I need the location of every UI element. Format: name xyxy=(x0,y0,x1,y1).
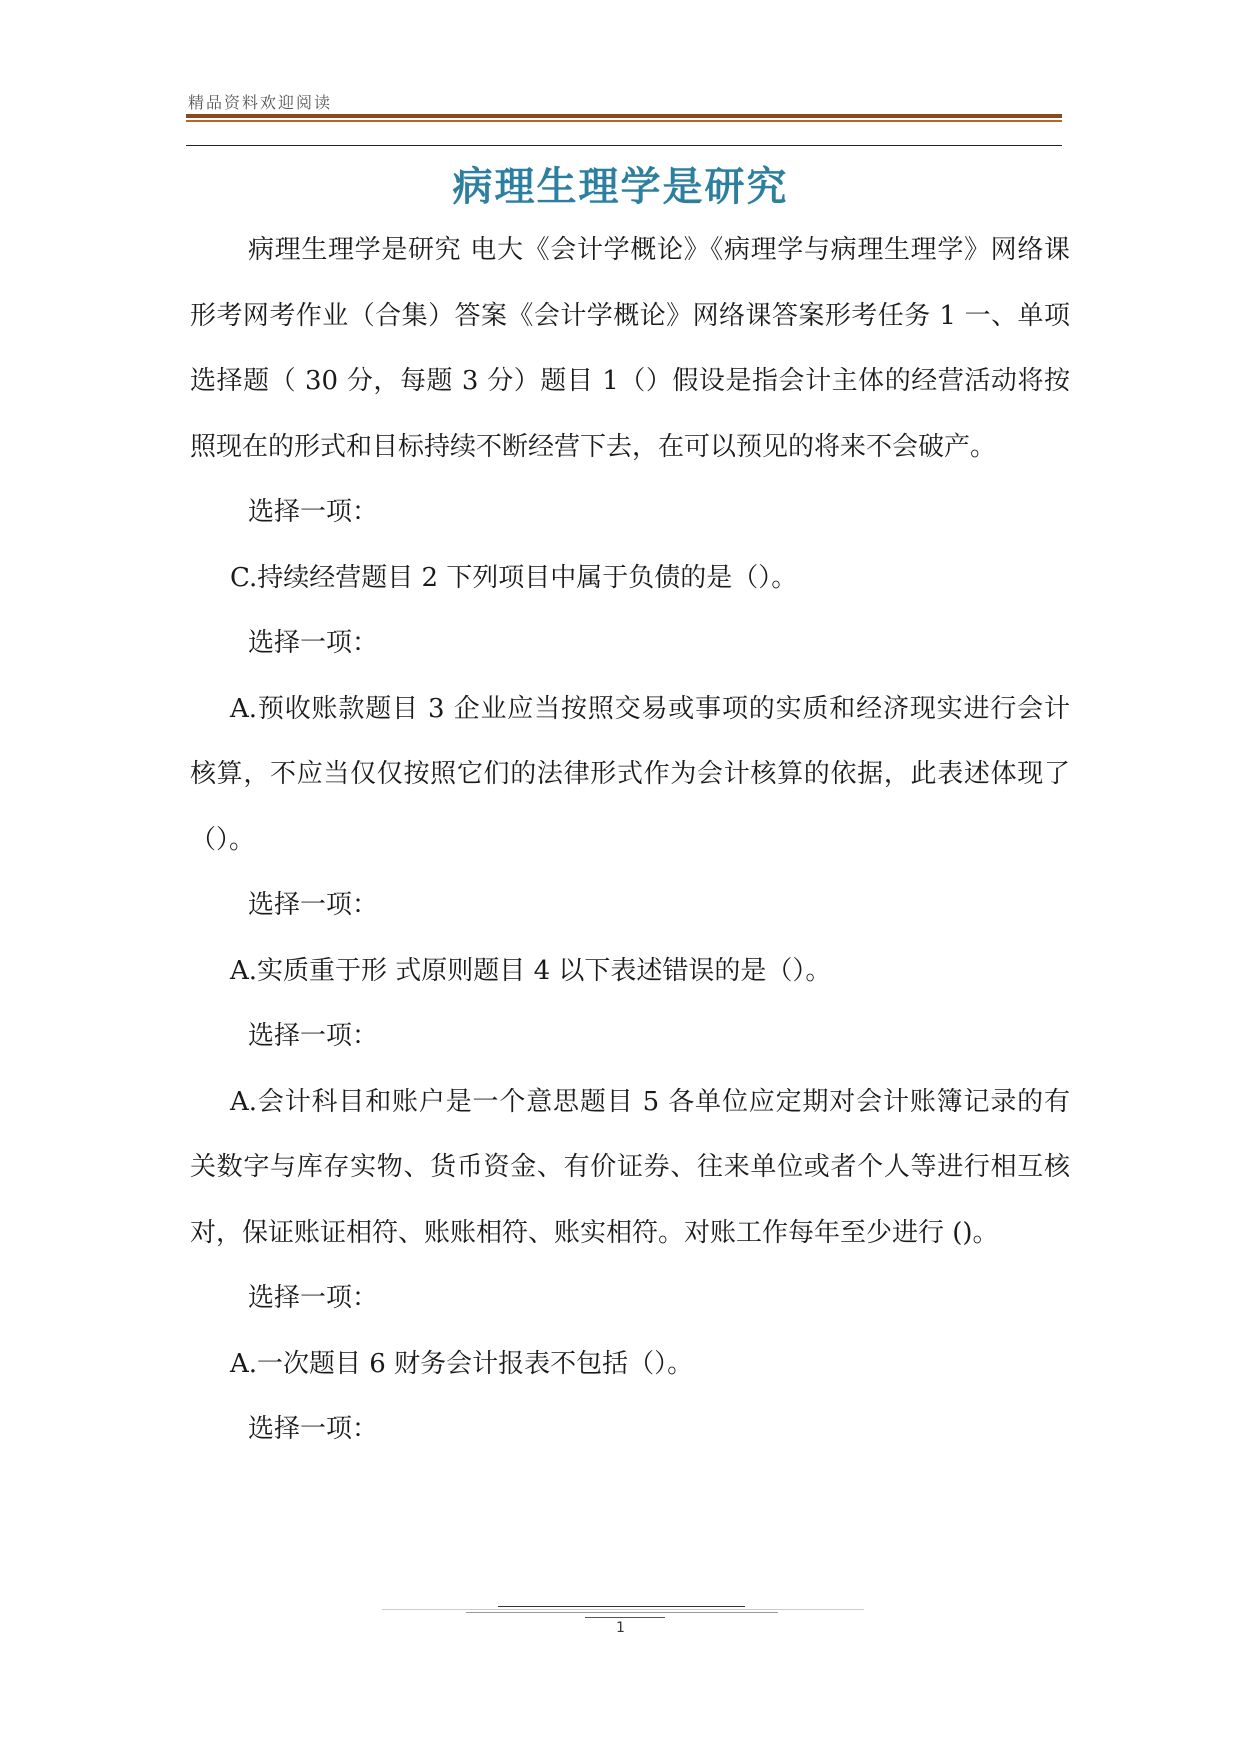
footer-rule xyxy=(585,1617,665,1618)
answer-paragraph: C.持续经营题目 2 下列项目中属于负债的是（）。 xyxy=(230,562,798,593)
header-rule-thick xyxy=(186,114,1062,118)
answer-paragraph: A.一次题目 6 财务会计报表不包括（）。 xyxy=(230,1348,694,1379)
footer-rule xyxy=(498,1606,745,1607)
page-header: 精品资料欢迎阅读 xyxy=(188,93,333,112)
paragraph: 病理生理学是研究 电大《会计学概论》《病理学与病理生理学》网络课形考网考作业（合集）答案《会计学概论》网络课答案形考任务 1 一、单项选择题（ 30 分，每题 3 分）题目 1（）假设是指会计主体的经营活动将按照现在的形式和目标持续不断经营下去，在可以预见的将来不会破产。 xyxy=(190,235,1070,462)
document-body xyxy=(190,218,1070,1463)
option-prompt: 选择一项： xyxy=(248,1414,379,1444)
footer-rule xyxy=(466,1612,778,1613)
footer-rule xyxy=(382,1609,864,1610)
option-prompt: 选择一项： xyxy=(248,1021,379,1051)
document-title: 病理生理学是研究 xyxy=(452,164,789,210)
answer-paragraph: A.会计科目和账户是一个意思题目 5 各单位应定期对会计账簿记录的有关数字与库存实物、货币资金、有价证券、往来单位或者个人等进行相互核对，保证账证相符、账账相符、账实相符。对账工作每年至少进行 ()。 xyxy=(190,1086,1070,1248)
option-prompt: 选择一项： xyxy=(248,890,379,920)
header-rule-thin xyxy=(186,120,1062,122)
answer-paragraph: A.实质重于形 式原则题目 4 以下表述错误的是（）。 xyxy=(230,955,832,986)
option-prompt: 选择一项： xyxy=(248,497,379,527)
header-rule-black xyxy=(186,145,1062,146)
option-prompt: 选择一项： xyxy=(248,628,379,658)
answer-paragraph: A.预收账款题目 3 企业应当按照交易或事项的实质和经济现实进行会计核算，不应当仅仅按照它们的法律形式作为会计核算的依据，此表述体现了（）。 xyxy=(190,693,1070,855)
page-number: 1 xyxy=(616,1620,625,1636)
option-prompt: 选择一项： xyxy=(248,1283,379,1313)
